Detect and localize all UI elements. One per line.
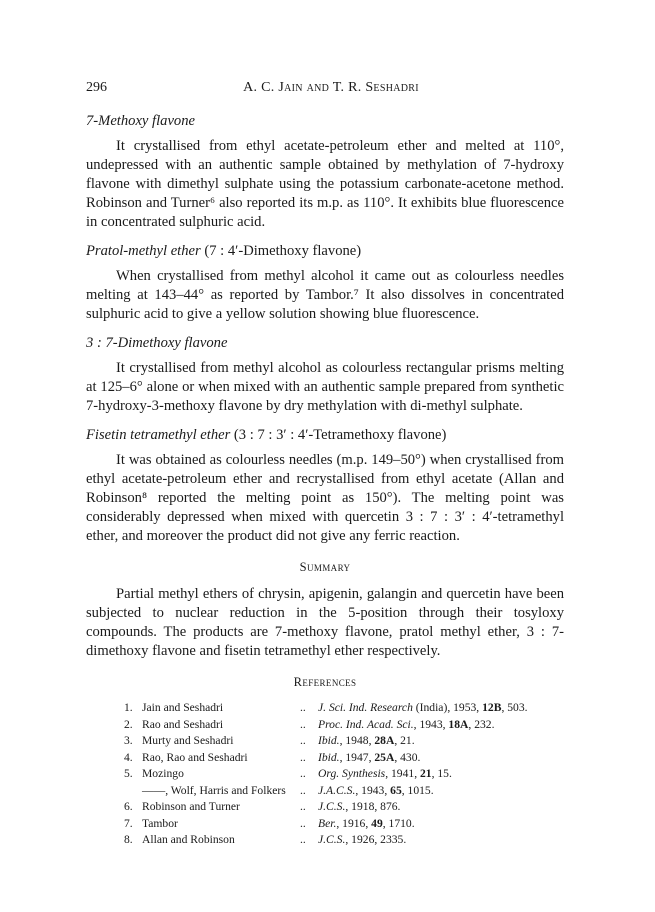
section-heading: 3 : 7-Dimethoxy flavone xyxy=(86,335,228,351)
section-heading: Fisetin tetramethyl ether (3 : 7 : 3′ : 4′-Tetramethoxy flavone) xyxy=(86,427,447,443)
reference-item: ——, Wolf, Harris and Folkers .. J.A.C.S., 1943, 65, 1015. xyxy=(142,783,434,797)
reference-item: 3. Murty and Seshadri .. Ibid., 1948, 28A, 21. xyxy=(124,734,415,747)
section-3-7-dimethoxy-flavone xyxy=(86,334,564,416)
section-heading: 7-Methoxy flavone xyxy=(86,113,195,129)
article-body xyxy=(86,112,564,849)
section-paragraph: It crystallised from ethyl acetate-petroleum ether and melted at 110°, undepressed with an authentic sample obtained by methylation of 7-hydroxy flavone with dimethyl sulphate using the potassium carbonate-acetone method. Robinson and Turner⁶ also reported its m.p. as 110°. It exhibits blue fluorescence in concentrated sulphuric acid. xyxy=(86,138,564,230)
summary-heading: Summary xyxy=(299,560,351,574)
section-paragraph: It crystallised from methyl alcohol as colourless rectangular prisms melting at 125–6° alone or when mixed with an authentic sample prepared from synthetic 7-hydroxy-3-methoxy flavone by dry methylation with di-methyl sulphate. xyxy=(86,360,564,414)
reference-item: 8. Allan and Robinson .. J.C.S., 1926, 2335. xyxy=(124,833,407,846)
summary-paragraph: Partial methyl ethers of chrysin, apigenin, galangin and quercetin have been subjected to nuclear reduction in the 5-position through their tosyloxy compounds. The products are 7-methoxy flavone, pratol methyl ether, 3 : 7-dimethoxy flavone and fisetin tetramethyl ether respectively. xyxy=(86,586,564,659)
running-header xyxy=(86,80,576,100)
reference-item: 2. Rao and Seshadri .. Proc. Ind. Acad. Sci., 1943, 18A, 232. xyxy=(124,717,495,731)
section-paragraph: It was obtained as colourless needles (m.p. 149–50°) when crystallised from ethyl acetate-petroleum ether and recrystallised from ethyl acetate (Allan and Robinson⁸ reported the melting point as 150°). The melting point was considerably depressed when mixed with quercetin 3 : 7 : 3′ : 4′-tetramethyl ether, and moreover the product did not give any ferric reaction. xyxy=(86,452,564,544)
reference-item: 7. Tambor .. Ber., 1916, 49, 1710. xyxy=(124,816,415,830)
reference-item: 1. Jain and Seshadri .. J. Sci. Ind. Research (India), 1953, 12B, 503. xyxy=(124,701,528,714)
page-number: 296 xyxy=(86,80,107,95)
running-head-authors: A. C. Jain and T. R. Seshadri xyxy=(243,80,419,95)
section-fisetin-tetramethyl-ether xyxy=(86,426,564,546)
section-heading: Pratol-methyl ether (7 : 4′-Dimethoxy flavone) xyxy=(86,243,362,259)
section-pratol-methyl-ether xyxy=(86,242,564,324)
reference-item: 4. Rao, Rao and Seshadri .. Ibid., 1947, 25A, 430. xyxy=(124,750,421,764)
references-heading: References xyxy=(293,675,357,689)
section-7-methoxy-flavone xyxy=(86,112,564,232)
references-list xyxy=(124,700,564,849)
reference-item: 6. Robinson and Turner .. J.C.S., 1918, 876. xyxy=(124,800,401,813)
reference-item: 5. Mozingo .. Org. Synthesis, 1941, 21, 15. xyxy=(124,767,452,780)
section-paragraph: When crystallised from methyl alcohol it came out as colourless needles melting at 143–44° as reported by Tambor.⁷ It also dissolves in concentrated sulphuric acid to give a yellow solution showing blue fluorescence. xyxy=(86,268,564,322)
